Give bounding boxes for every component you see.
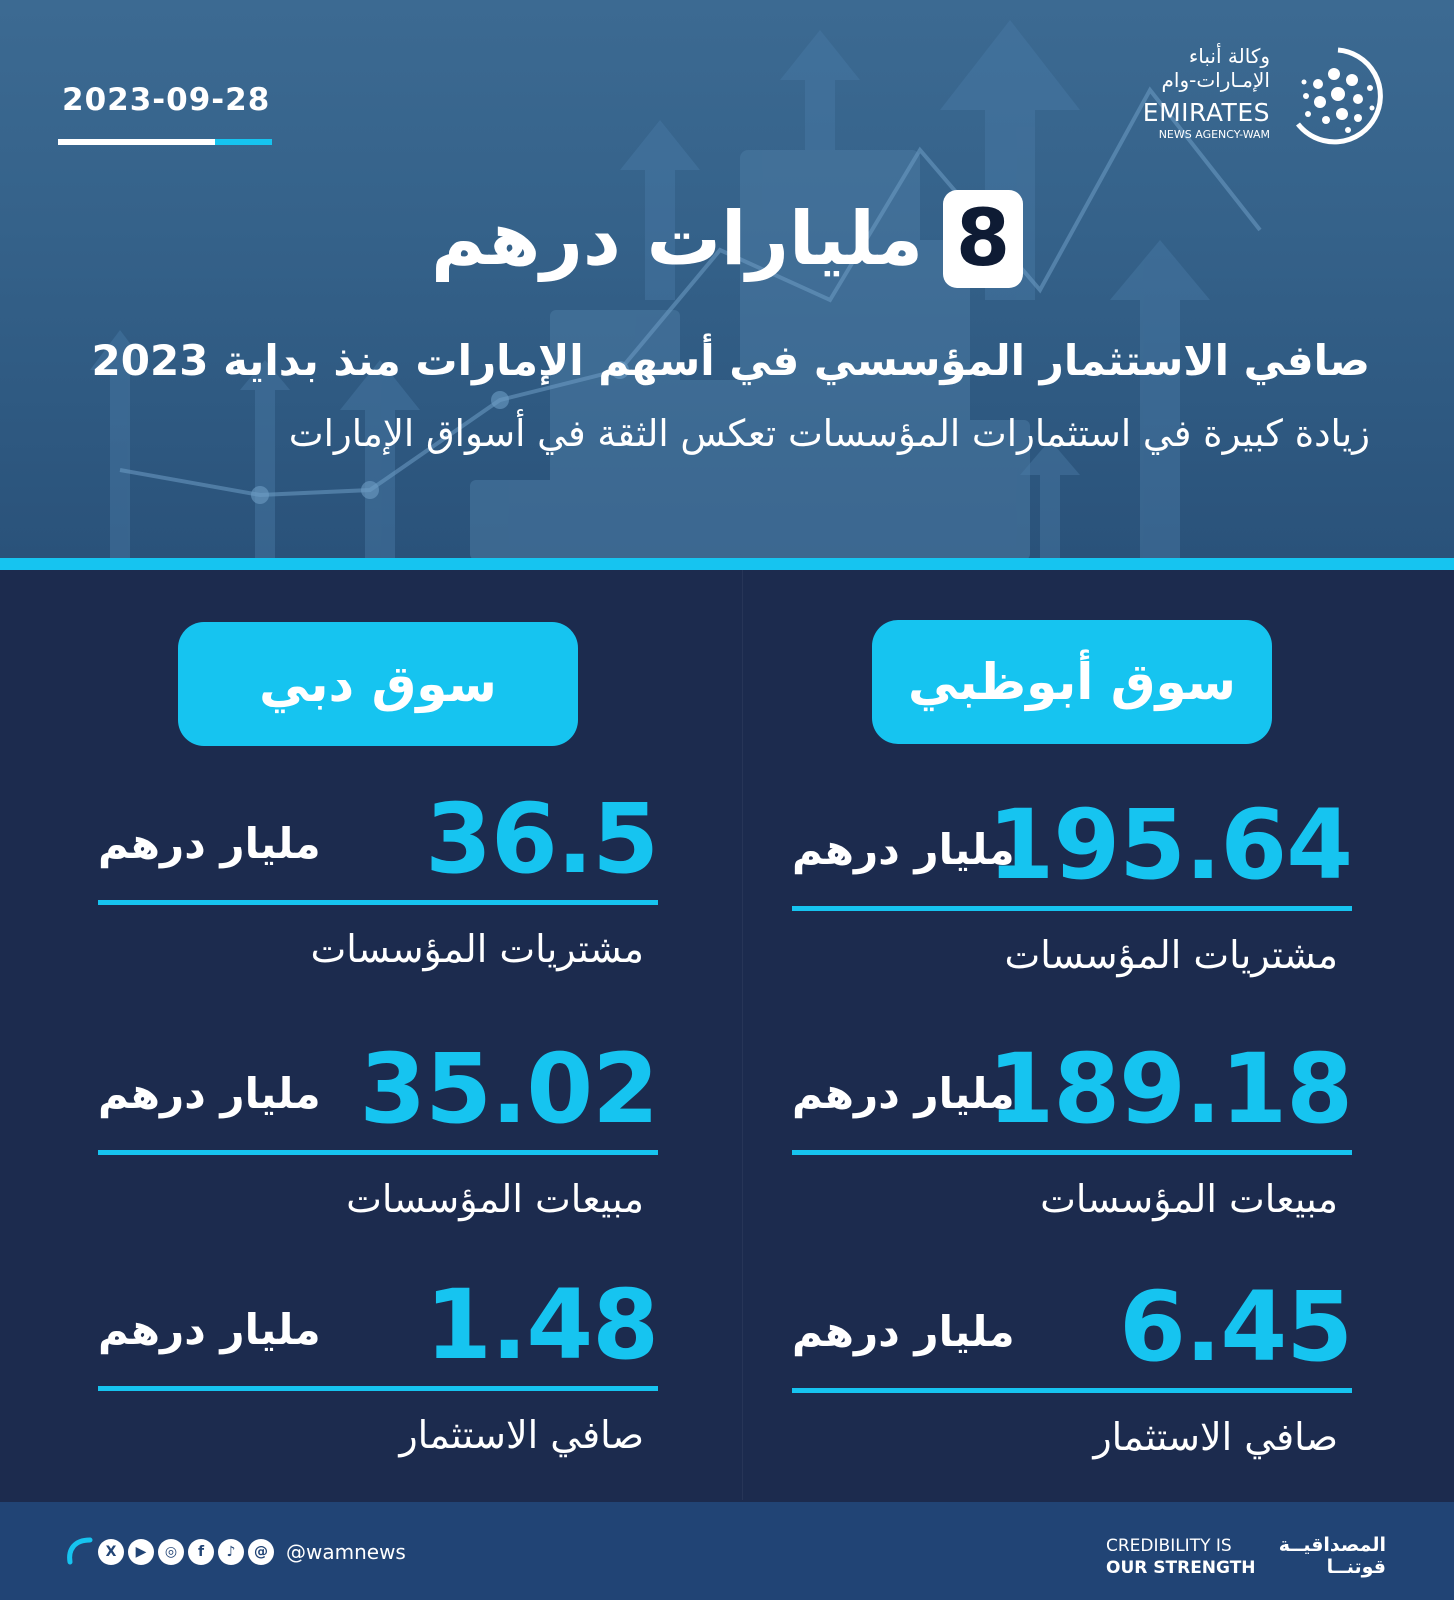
hero-divider-line xyxy=(0,558,1454,570)
column-divider xyxy=(742,570,743,1500)
stat-value: 35.02 xyxy=(359,1033,658,1145)
threads-icon[interactable]: @ xyxy=(248,1539,274,1565)
date-label: 2023-09-28 xyxy=(62,82,271,118)
social-handle[interactable]: @wamnews xyxy=(286,1540,406,1564)
stat-value: 1.48 xyxy=(425,1269,658,1381)
headline xyxy=(0,190,1454,288)
stat-underline xyxy=(98,1150,658,1155)
headline-number-badge: 8 xyxy=(943,190,1023,288)
stat-unit: مليار درهم xyxy=(98,1069,321,1118)
stat-unit: مليار درهم xyxy=(792,825,1015,874)
logo-english-sub: NEWS AGENCY-WAM xyxy=(1158,128,1270,141)
logo-english: EMIRATES xyxy=(1142,98,1270,127)
stat-underline xyxy=(792,1150,1352,1155)
stat-value: 36.5 xyxy=(425,783,658,895)
footer xyxy=(0,1502,1454,1600)
stat-unit: مليار درهم xyxy=(98,1305,321,1354)
stat-abu-dhabi-sales xyxy=(792,1034,1352,1234)
stat-label: صافي الاستثمار xyxy=(399,1413,644,1457)
market-title-abu-dhabi: سوق أبوظبي xyxy=(872,620,1272,744)
youtube-icon[interactable]: ▶ xyxy=(128,1539,154,1565)
wam-globe-icon xyxy=(1278,44,1390,148)
subtitle: صافي الاستثمار المؤسسي في أسهم الإمارات منذ بداية 2023 xyxy=(91,336,1370,385)
stat-value: 195.64 xyxy=(987,789,1352,901)
credibility-en-line2: OUR STRENGTH xyxy=(1106,1558,1256,1578)
subtitle-secondary: زيادة كبيرة في استثمارات المؤسسات تعكس الثقة في أسواق الإمارات xyxy=(288,412,1370,455)
stat-unit: مليار درهم xyxy=(98,819,321,868)
stat-label: صافي الاستثمار xyxy=(1093,1415,1338,1459)
stat-unit: مليار درهم xyxy=(792,1307,1015,1356)
social-links xyxy=(64,1532,406,1572)
wam-logo xyxy=(1128,44,1390,148)
instagram-icon[interactable]: ◎ xyxy=(158,1539,184,1565)
stat-label: مبيعات المؤسسات xyxy=(1040,1177,1338,1221)
credibility-tagline xyxy=(1106,1536,1386,1580)
stat-abu-dhabi-net xyxy=(792,1272,1352,1472)
stat-dubai-net xyxy=(98,1270,658,1470)
headline-text: مليارات درهم xyxy=(430,196,924,282)
logo-arabic-line1: وكالة أنباء xyxy=(1188,44,1270,68)
stat-label: مشتريات المؤسسات xyxy=(310,927,644,971)
stat-label: مبيعات المؤسسات xyxy=(346,1177,644,1221)
facebook-icon[interactable]: f xyxy=(188,1539,214,1565)
hero-banner xyxy=(0,0,1454,560)
stat-value: 189.18 xyxy=(987,1033,1352,1145)
stat-underline xyxy=(98,1386,658,1391)
stat-label: مشتريات المؤسسات xyxy=(1004,933,1338,977)
credibility-en-line1: CREDIBILITY IS xyxy=(1106,1536,1232,1556)
stat-unit: مليار درهم xyxy=(792,1069,1015,1118)
logo-arabic-line2: الإمـارات-وام xyxy=(1161,68,1270,92)
stat-underline xyxy=(792,906,1352,911)
stat-abu-dhabi-purchases xyxy=(792,790,1352,990)
stat-underline xyxy=(98,900,658,905)
date-underline-accent xyxy=(215,139,272,145)
credibility-ar-line1: المصداقيــة xyxy=(1278,1534,1386,1556)
stat-dubai-sales xyxy=(98,1034,658,1234)
market-title-dubai: سوق دبي xyxy=(178,622,578,746)
wam-swoosh-icon xyxy=(64,1532,94,1572)
credibility-ar-line2: قوتنــا xyxy=(1326,1556,1386,1578)
stat-underline xyxy=(792,1388,1352,1393)
stat-value: 6.45 xyxy=(1119,1271,1352,1383)
tiktok-icon[interactable]: ♪ xyxy=(218,1539,244,1565)
stat-dubai-purchases xyxy=(98,784,658,984)
x-icon[interactable]: X xyxy=(98,1539,124,1565)
